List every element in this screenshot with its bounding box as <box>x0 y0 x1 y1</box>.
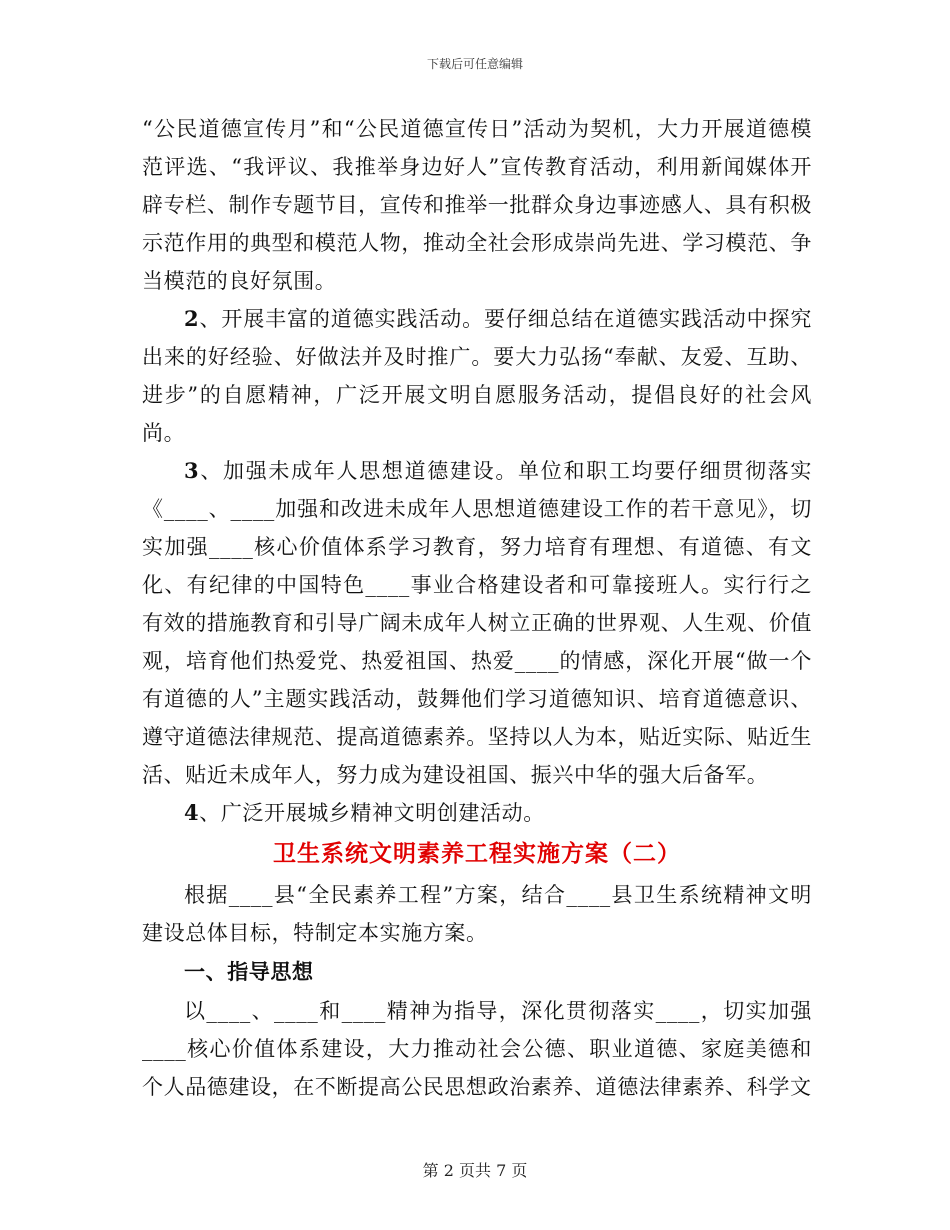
page-header-note: 下载后可任意编辑 <box>426 57 523 71</box>
paragraph-4 <box>142 794 812 832</box>
section-heading-guiding-thought: 一、指导思想 <box>184 959 314 984</box>
paragraph-6: 以____、____和____精神为指导，深化贯彻落实____，切实加强____核心价值体系建设，大力推动社会公德、职业道德、家庭美德和个人品德建设，在不断提高公民思想政治素养、道德法律素养、科学文 <box>142 999 812 1099</box>
item-number-2: 2 <box>184 306 200 331</box>
paragraph-5: 根据____县“全民素养工程”方案，结合____县卫生系统精神文明建设总体目标，特制定本实施方案。 <box>142 883 812 945</box>
item-number-3: 3 <box>184 458 200 483</box>
paragraph-3 <box>142 452 812 794</box>
document-body <box>142 110 812 1106</box>
paragraph-1: “公民道德宣传月”和“公民道德宣传日”活动为契机，大力开展道德模范评选、“我评议、我推举身边好人”宣传教育活动，利用新闻媒体开辟专栏、制作专题节目，宣传和推举一批群众身边事迹感人、具有积极示范作用的典型和模范人物，推动全社会形成崇尚先进、学习模范、争当模范的良好氛围。 <box>142 117 812 293</box>
paragraph-2 <box>142 300 812 452</box>
item-number-4: 4 <box>184 800 200 825</box>
paragraph-4-text: 、广泛开展城乡精神文明创建活动。 <box>199 801 545 825</box>
document-title: 卫生系统文明素养工程实施方案（二） <box>273 840 681 867</box>
paragraph-2-text: 、开展丰富的道德实践活动。要仔细总结在道德实践活动中探究出来的好经验、好做法并及时推广。要大力弘扬“奉献、友爱、互助、进步”的自愿精神，广泛开展文明自愿服务活动，提倡良好的社会风尚。 <box>142 307 812 445</box>
page-number: 第 2 页共 7 页 <box>422 1161 528 1180</box>
paragraph-3-text: 、加强未成年人思想道德建设。单位和职工均要仔细贯彻落实《____、____加强和改进未成年人思想道德建设工作的若干意见》，切实加强____核心价值体系学习教育，努力培育有理想、有道德、有文化、有纪律的中国特色____事业合格建设者和可靠接班人。实行行之有效的措施教育和引导广阔未成年人树立正确的世界观、人生观、价值观，培育他们热爱党、热爱祖国、热爱____的情感，深化开展“做一个有道德的人”主题实践活动，鼓舞他们学习道德知识、培育道德意识、遵守道德法律规范、提高道德素养。坚持以人为本，贴近实际、贴近生活、贴近未成年人，努力成为建设祖国、振兴中华的强大后备军。 <box>142 459 812 787</box>
